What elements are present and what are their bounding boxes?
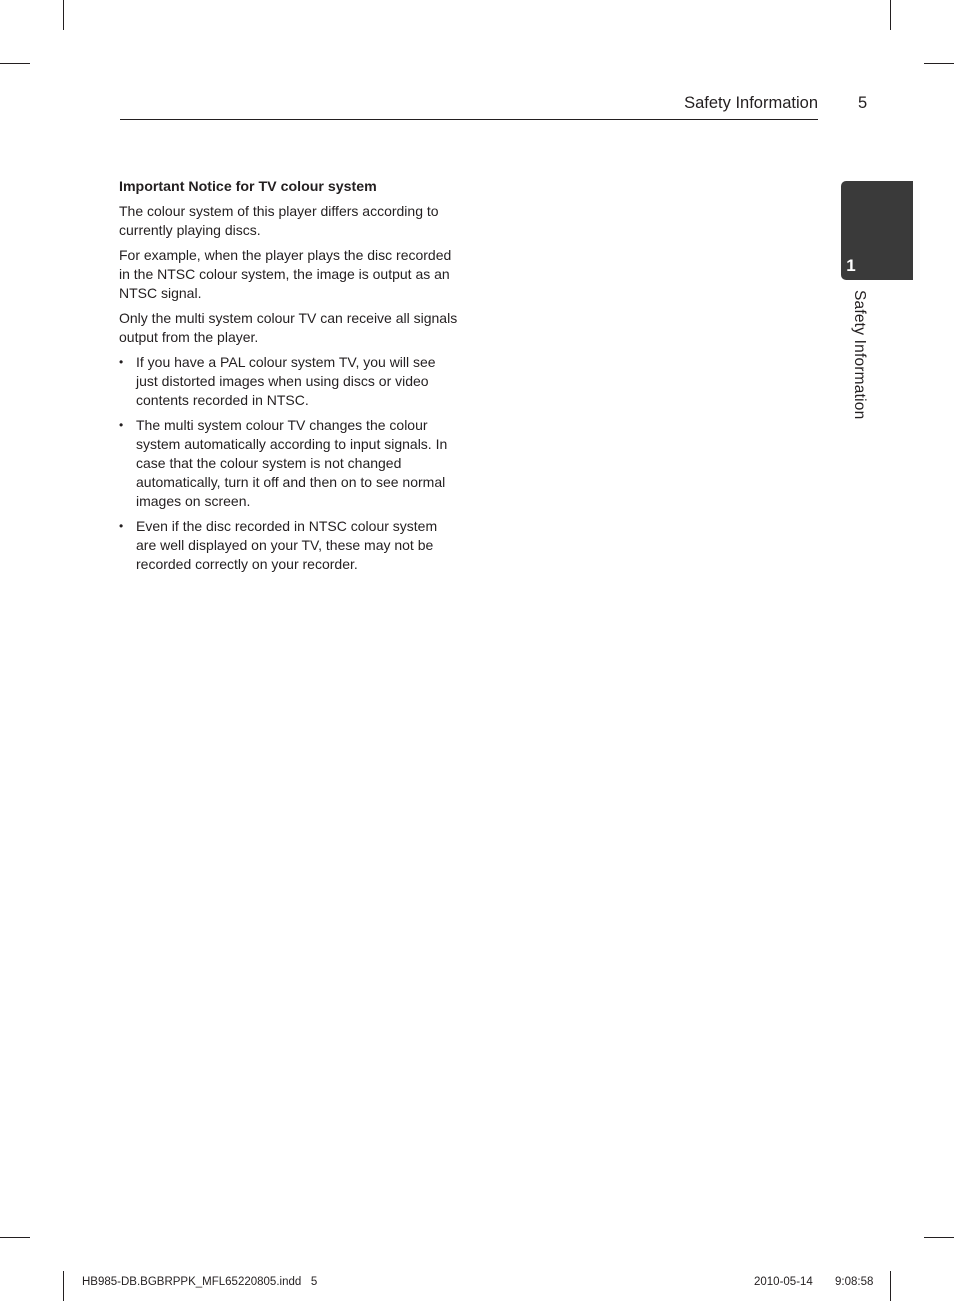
running-header-title: Safety Information: [684, 94, 818, 112]
chapter-number: 1: [846, 256, 856, 275]
bullet-marker: •: [119, 418, 124, 432]
bullet-text: The multi system colour TV changes the colour system automatically according to input signals. In case that the colour system is not changed automatically, turn it off and then on to see normal images on screen.: [136, 417, 448, 509]
paragraph: The colour system of this player differs according to currently playing discs.: [119, 203, 439, 238]
crop-mark: [924, 63, 954, 64]
bullet-text: If you have a PAL colour system TV, you will see just distorted images when using discs or video contents recorded in NTSC.: [136, 354, 436, 408]
crop-mark: [924, 1237, 954, 1238]
footer-file-info: HB985-DB.BGBRPPK_MFL65220805.indd 5: [82, 1276, 318, 1288]
paragraph: For example, when the player plays the disc recorded in the NTSC colour system, the image is output as an NTSC signal.: [119, 247, 452, 301]
crop-mark: [63, 0, 64, 30]
header-rule: [120, 119, 818, 120]
crop-mark: [63, 1271, 64, 1301]
bullet-item: [119, 353, 459, 410]
crop-mark: [0, 63, 30, 64]
main-content: [119, 178, 459, 580]
crop-mark: [890, 1271, 891, 1301]
crop-mark: [0, 1237, 30, 1238]
bullet-text: Even if the disc recorded in NTSC colour system are well displayed on your TV, these may not be recorded correctly on your recorder.: [136, 518, 438, 572]
bullet-marker: •: [119, 519, 124, 533]
paragraph: Only the multi system colour TV can receive all signals output from the player.: [119, 310, 458, 345]
page-number: 5: [858, 94, 868, 112]
section-heading: Important Notice for TV colour system: [119, 179, 377, 195]
bullet-item: [119, 416, 459, 511]
footer-date: 2010-05-14: [754, 1276, 813, 1288]
crop-mark: [890, 0, 891, 30]
footer-time: 9:08:58: [835, 1276, 874, 1288]
chapter-tab: [841, 181, 913, 280]
bullet-item: [119, 517, 459, 574]
bullet-list: [119, 353, 459, 574]
chapter-side-label: Safety Information: [851, 290, 868, 420]
bullet-marker: •: [119, 355, 124, 369]
